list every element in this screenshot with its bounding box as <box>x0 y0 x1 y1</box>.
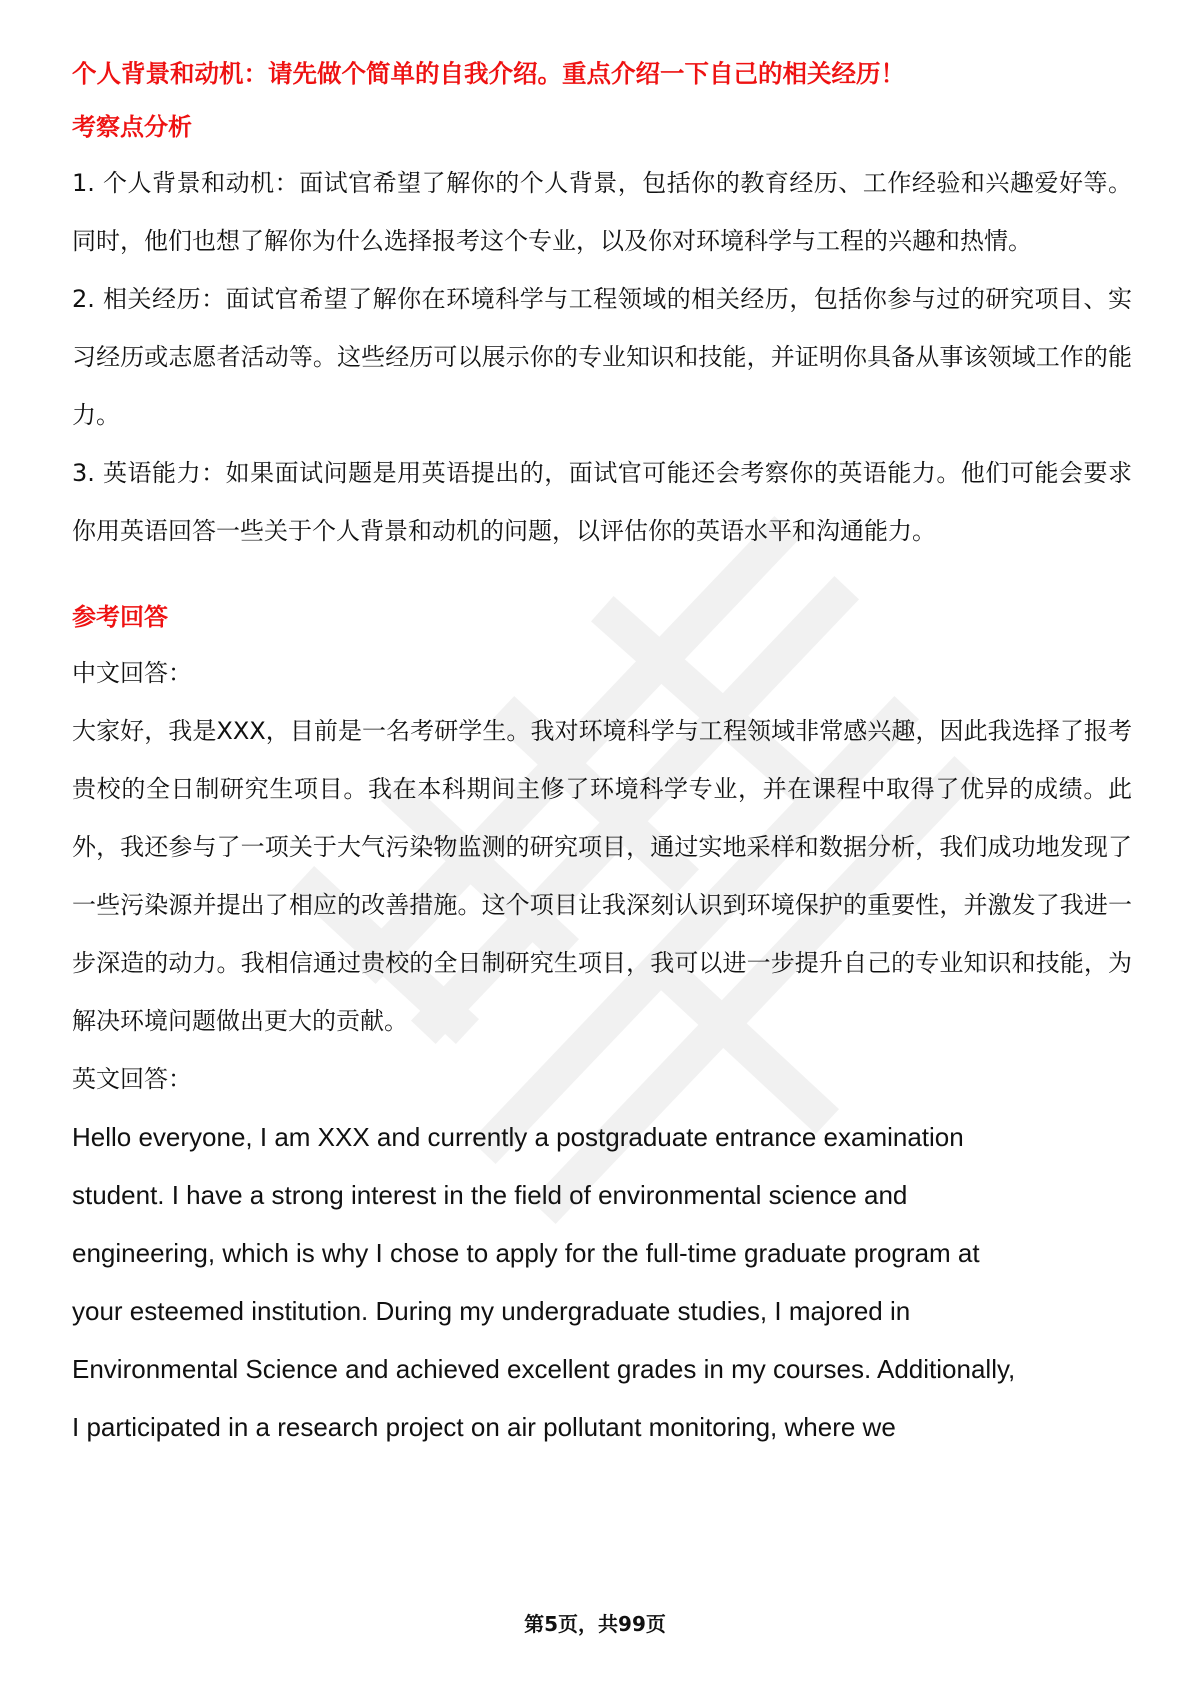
content-area <box>72 48 1132 1456</box>
english-answer-label: 英文回答： <box>72 1065 192 1093</box>
analysis-paragraph: 3. 英语能力：如果面试问题是用英语提出的，面试官可能还会考察你的英语能力。他们可能会要求你用英语回答一些关于个人背景和动机的问题，以评估你的英语水平和沟通能力。 <box>72 459 1132 545</box>
english-answer-line: I participated in a research project on air pollutant monitoring, where we <box>72 1412 896 1442</box>
english-answer-line: engineering, which is why I chose to apply for the full-time graduate program at <box>72 1238 980 1268</box>
analysis-title: 考察点分析 <box>72 113 192 141</box>
question-heading: 个人背景和动机：请先做个简单的自我介绍。重点介绍一下自己的相关经历！ <box>72 59 905 88</box>
english-answer <box>72 1108 1132 1456</box>
page-number-footer: 第5页，共99页 <box>524 1612 666 1636</box>
english-answer-line: Environmental Science and achieved excellent grades in my courses. Additionally, <box>72 1354 1016 1384</box>
chinese-answer: 大家好，我是XXX，目前是一名考研学生。我对环境科学与工程领域非常感兴趣，因此我选择了报考贵校的全日制研究生项目。我在本科期间主修了环境科学专业，并在课程中取得了优异的成绩。此外，我还参与了一项关于大气污染物监测的研究项目，通过实地采样和数据分析，我们成功地发现了一些污染源并提出了相应的改善措施。这个项目让我深刻认识到环境保护的重要性，并激发了我进一步深造的动力。我相信通过贵校的全日制研究生项目，我可以进一步提升自己的专业知识和技能，为解决环境问题做出更大的贡献。 <box>72 717 1132 1035</box>
analysis-paragraph: 1. 个人背景和动机：面试官希望了解你的个人背景，包括你的教育经历、工作经验和兴趣爱好等。同时，他们也想了解你为什么选择报考这个专业，以及你对环境科学与工程的兴趣和热情。 <box>72 169 1132 255</box>
reference-title: 参考回答 <box>72 603 168 631</box>
english-answer-line: your esteemed institution. During my undergraduate studies, I majored in <box>72 1296 911 1326</box>
chinese-answer-label: 中文回答： <box>72 659 192 687</box>
english-answer-line: Hello everyone, I am XXX and currently a postgraduate entrance examination <box>72 1122 964 1152</box>
english-answer-line: student. I have a strong interest in the field of environmental science and <box>72 1180 908 1210</box>
analysis-paragraph: 2. 相关经历：面试官希望了解你在环境科学与工程领域的相关经历，包括你参与过的研究项目、实习经历或志愿者活动等。这些经历可以展示你的专业知识和技能，并证明你具备从事该领域工作的能力。 <box>72 285 1132 429</box>
